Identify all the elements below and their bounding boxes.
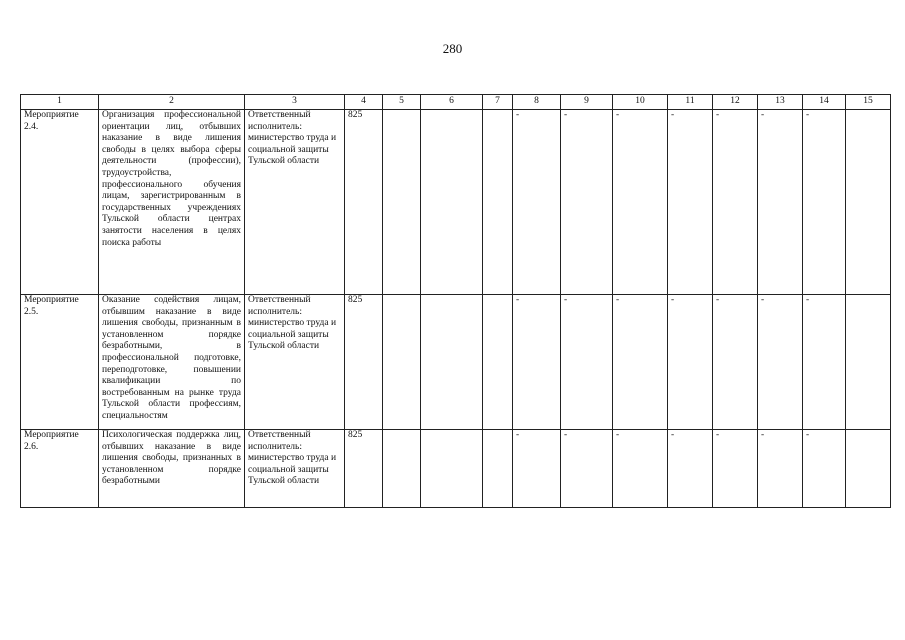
table-cell: - — [803, 110, 846, 295]
column-header: 7 — [483, 95, 513, 110]
column-header: 9 — [561, 95, 613, 110]
column-header: 1 — [21, 95, 99, 110]
measure-description: Психологическая поддержка лиц, отбывших наказание в виде лишения свободы, признанных в установленном порядке безработными — [99, 430, 245, 508]
column-header: 13 — [758, 95, 803, 110]
table-cell: - — [513, 430, 561, 508]
column-header: 14 — [803, 95, 846, 110]
measure-name: Мероприятие 2.6. — [21, 430, 99, 508]
column-header: 12 — [713, 95, 758, 110]
column-header: 10 — [613, 95, 668, 110]
column-header: 5 — [383, 95, 421, 110]
responsible-executor: Ответственный исполнитель: министерство труда и социальной защиты Тульской области — [245, 430, 345, 508]
page-number: 280 — [442, 41, 463, 56]
table-cell: - — [613, 430, 668, 508]
table-cell — [846, 430, 891, 508]
budget-code: 825 — [345, 110, 383, 295]
table-cell: - — [758, 110, 803, 295]
measure-description: Оказание содействия лицам, отбывшим наказание в виде лишения свободы, признанным в установленном порядке безработными, в профессиональной подготовке, переподготовке, повышении квалификации по востребованным на рынке труда Тульской области профессиям, специальностям — [99, 295, 245, 430]
table-cell — [383, 110, 421, 295]
table-cell: - — [803, 295, 846, 430]
measure-name: Мероприятие 2.4. — [21, 110, 99, 295]
table-header-row — [21, 95, 891, 110]
table-cell — [483, 110, 513, 295]
column-header: 3 — [245, 95, 345, 110]
budget-code: 825 — [345, 430, 383, 508]
table-cell: - — [513, 295, 561, 430]
table-cell — [483, 430, 513, 508]
table-cell: - — [668, 295, 713, 430]
table-cell: - — [713, 295, 758, 430]
program-table — [20, 94, 891, 508]
table-cell: - — [803, 430, 846, 508]
table-cell: - — [758, 295, 803, 430]
table-row — [21, 295, 891, 430]
table-cell — [421, 295, 483, 430]
table-cell: - — [713, 110, 758, 295]
table-cell — [383, 295, 421, 430]
table-cell — [846, 110, 891, 295]
table-cell: - — [668, 110, 713, 295]
table-cell — [421, 430, 483, 508]
responsible-executor: Ответственный исполнитель: министерство труда и социальной защиты Тульской области — [245, 110, 345, 295]
column-header: 11 — [668, 95, 713, 110]
table-cell: - — [758, 430, 803, 508]
table-cell — [383, 430, 421, 508]
table-cell — [421, 110, 483, 295]
table-cell: - — [613, 110, 668, 295]
table-cell: - — [513, 110, 561, 295]
measure-name: Мероприятие 2.5. — [21, 295, 99, 430]
table-cell: - — [713, 430, 758, 508]
column-header: 2 — [99, 95, 245, 110]
table-cell: - — [561, 430, 613, 508]
budget-code: 825 — [345, 295, 383, 430]
column-header: 15 — [846, 95, 891, 110]
table-cell — [846, 295, 891, 430]
responsible-executor: Ответственный исполнитель: министерство труда и социальной защиты Тульской области — [245, 295, 345, 430]
column-header: 4 — [345, 95, 383, 110]
table-row — [21, 110, 891, 295]
table-cell: - — [668, 430, 713, 508]
column-header: 6 — [421, 95, 483, 110]
column-header: 8 — [513, 95, 561, 110]
table-cell — [483, 295, 513, 430]
table-cell: - — [613, 295, 668, 430]
table-row — [21, 430, 891, 508]
measure-description: Организация профессиональной ориентации лиц, отбывших наказание в виде лишения свободы в целях выбора сферы деятельности (профессии), трудоустройства, профессионального обучения лицам, зарегистрированным в государственных учреждениях Тульской области центрах занятости населения в целях поиска работы — [99, 110, 245, 295]
table-cell: - — [561, 110, 613, 295]
table-cell: - — [561, 295, 613, 430]
